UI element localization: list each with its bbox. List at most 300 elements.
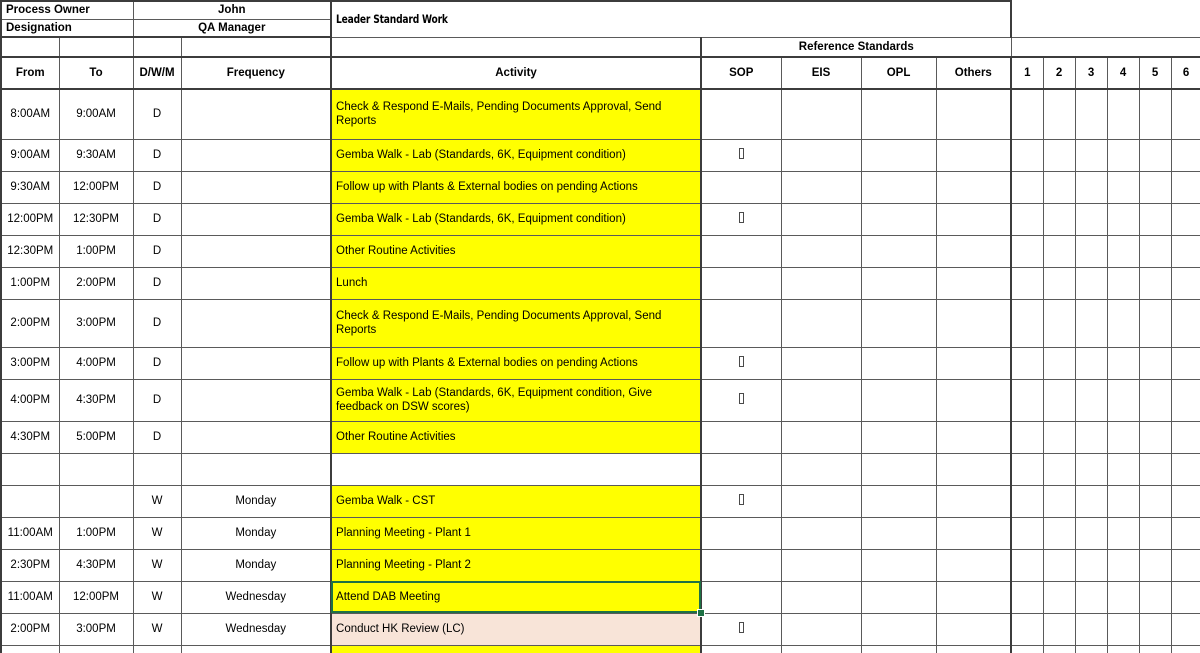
cell-num-5[interactable] xyxy=(1139,517,1171,549)
cell-num-2[interactable] xyxy=(1043,89,1075,139)
cell-num-3[interactable] xyxy=(1075,299,1107,347)
cell-sop[interactable] xyxy=(701,517,781,549)
cell-num-4[interactable] xyxy=(1107,517,1139,549)
cell-others[interactable] xyxy=(936,613,1011,645)
cell-eis[interactable] xyxy=(781,139,861,171)
cell-num-1[interactable] xyxy=(1011,267,1043,299)
cell-dwm[interactable]: D xyxy=(133,347,181,379)
cell-others[interactable] xyxy=(936,581,1011,613)
cell-num-5[interactable] xyxy=(1139,235,1171,267)
cell-num-1[interactable] xyxy=(1011,379,1043,421)
cell-activity[interactable]: Follow up with Plants & External bodies on pending Actions xyxy=(331,347,701,379)
cell-eis[interactable] xyxy=(781,485,861,517)
cell-sop[interactable] xyxy=(701,613,781,645)
cell-num-4[interactable] xyxy=(1107,203,1139,235)
cell-num-4[interactable] xyxy=(1107,645,1139,653)
fill-handle[interactable] xyxy=(697,609,705,617)
cell-from[interactable]: 8:00AM xyxy=(1,89,59,139)
cell-num-4[interactable] xyxy=(1107,485,1139,517)
cell-activity[interactable]: Gemba Walk - Lab (Standards, 6K, Equipment condition) xyxy=(331,139,701,171)
column-header-others[interactable]: Others xyxy=(936,57,1011,89)
cell-dwm[interactable]: D xyxy=(133,171,181,203)
cell-eis[interactable] xyxy=(781,267,861,299)
column-header-eis[interactable]: EIS xyxy=(781,57,861,89)
cell-num-2[interactable] xyxy=(1043,139,1075,171)
cell-activity[interactable]: Check & Respond E-Mails, Pending Documents Approval, Send Reports xyxy=(331,299,701,347)
cell-from[interactable]: 11:00AM xyxy=(1,517,59,549)
cell-num-6[interactable] xyxy=(1171,379,1200,421)
cell-others[interactable] xyxy=(936,299,1011,347)
cell-dwm[interactable]: W xyxy=(133,581,181,613)
missing-glyph-box-icon xyxy=(739,494,744,505)
cell-to[interactable]: 4:30PM xyxy=(59,549,133,581)
cell-num-1[interactable] xyxy=(1011,299,1043,347)
cell-opl[interactable] xyxy=(861,171,936,203)
cell-num-5[interactable] xyxy=(1139,453,1171,485)
document-title xyxy=(331,1,1011,37)
cell-opl[interactable] xyxy=(861,379,936,421)
cell-from[interactable]: 2:30PM xyxy=(1,549,59,581)
cell-eis[interactable] xyxy=(781,299,861,347)
cell-sop[interactable] xyxy=(701,267,781,299)
cell-num-2[interactable] xyxy=(1043,453,1075,485)
cell-from[interactable]: 2:00PM xyxy=(1,299,59,347)
cell-num-6[interactable] xyxy=(1171,89,1200,139)
column-header-from[interactable]: From xyxy=(1,57,59,89)
column-header-activity[interactable]: Activity xyxy=(331,57,701,89)
cell-eis[interactable] xyxy=(781,453,861,485)
cell-num-6[interactable] xyxy=(1171,581,1200,613)
cell-opl[interactable] xyxy=(861,453,936,485)
cell-activity[interactable]: Attend DAB Meeting xyxy=(331,581,701,613)
cell-to[interactable]: 1:00PM xyxy=(59,235,133,267)
cell-others[interactable] xyxy=(936,453,1011,485)
cell-num-1[interactable] xyxy=(1011,171,1043,203)
cell-num-5[interactable] xyxy=(1139,379,1171,421)
column-header-row xyxy=(1,57,1200,89)
missing-glyph-box-icon xyxy=(739,212,744,223)
cell-others[interactable] xyxy=(936,347,1011,379)
cell-num-5[interactable] xyxy=(1139,549,1171,581)
cell-others[interactable] xyxy=(936,549,1011,581)
cell-frequency[interactable] xyxy=(181,89,331,139)
cell-num-6[interactable] xyxy=(1171,613,1200,645)
cell-frequency[interactable] xyxy=(181,171,331,203)
cell-from[interactable] xyxy=(1,453,59,485)
column-header-opl[interactable]: OPL xyxy=(861,57,936,89)
cell-frequency[interactable]: Monday xyxy=(181,549,331,581)
table-row xyxy=(1,139,1200,171)
cell-others[interactable] xyxy=(936,235,1011,267)
cell-to[interactable]: 9:00AM xyxy=(59,89,133,139)
cell-num-6[interactable] xyxy=(1171,549,1200,581)
cell-frequency[interactable] xyxy=(181,267,331,299)
column-header-4[interactable]: 4 xyxy=(1107,57,1139,89)
cell-num-5[interactable] xyxy=(1139,171,1171,203)
cell-frequency[interactable]: Wednesday xyxy=(181,581,331,613)
cell-num-2[interactable] xyxy=(1043,203,1075,235)
cell-num-1[interactable] xyxy=(1011,139,1043,171)
column-header-to[interactable]: To xyxy=(59,57,133,89)
cell-num-3[interactable] xyxy=(1075,645,1107,653)
cell-frequency[interactable] xyxy=(181,347,331,379)
reference-standards-group-header: Reference Standards xyxy=(701,37,1011,57)
cell-num-3[interactable] xyxy=(1075,453,1107,485)
cell-to[interactable]: 4:30PM xyxy=(59,379,133,421)
cell-eis[interactable] xyxy=(781,549,861,581)
cell-from[interactable]: 11:00AM xyxy=(1,581,59,613)
cell-from[interactable] xyxy=(1,485,59,517)
cell-num-4[interactable] xyxy=(1107,267,1139,299)
cell-dwm[interactable]: W xyxy=(133,485,181,517)
cell-frequency[interactable] xyxy=(181,453,331,485)
column-header-sop[interactable]: SOP xyxy=(701,57,781,89)
cell-others[interactable] xyxy=(936,517,1011,549)
cell-num-5[interactable] xyxy=(1139,347,1171,379)
cell-activity[interactable]: Other Routine Activities xyxy=(331,235,701,267)
table-row xyxy=(1,581,1200,613)
cell-others[interactable] xyxy=(936,485,1011,517)
column-header-5[interactable]: 5 xyxy=(1139,57,1171,89)
cell-num-4[interactable] xyxy=(1107,139,1139,171)
cell-num-4[interactable] xyxy=(1107,235,1139,267)
table-row xyxy=(1,613,1200,645)
cell-activity[interactable]: Lunch xyxy=(331,267,701,299)
cell-from[interactable]: 9:30AM xyxy=(1,171,59,203)
cell-dwm[interactable]: D xyxy=(133,139,181,171)
designation-row-spacer xyxy=(1011,19,1200,37)
cell-sop[interactable] xyxy=(701,235,781,267)
cell-num-6[interactable] xyxy=(1171,421,1200,453)
cell-num-6[interactable] xyxy=(1171,203,1200,235)
cell-opl[interactable] xyxy=(861,139,936,171)
cell-num-3[interactable] xyxy=(1075,581,1107,613)
cell-num-2[interactable] xyxy=(1043,347,1075,379)
cell-num-6[interactable] xyxy=(1171,171,1200,203)
cell-activity[interactable]: Check & Respond E-Mails, Pending Documents Approval, Send Reports xyxy=(331,89,701,139)
cell-others[interactable] xyxy=(936,379,1011,421)
cell-opl[interactable] xyxy=(861,299,936,347)
cell-num-6[interactable] xyxy=(1171,485,1200,517)
cell-num-5[interactable] xyxy=(1139,267,1171,299)
cell-activity[interactable] xyxy=(331,453,701,485)
cell-num-4[interactable] xyxy=(1107,299,1139,347)
cell-dwm[interactable] xyxy=(133,645,181,653)
cell-num-2[interactable] xyxy=(1043,645,1075,653)
cell-num-4[interactable] xyxy=(1107,613,1139,645)
cell-eis[interactable] xyxy=(781,89,861,139)
cell-num-1[interactable] xyxy=(1011,235,1043,267)
cell-num-3[interactable] xyxy=(1075,549,1107,581)
cell-sop[interactable] xyxy=(701,171,781,203)
cell-from[interactable]: 4:00PM xyxy=(1,379,59,421)
cell-eis[interactable] xyxy=(781,421,861,453)
cell-frequency[interactable]: Monday xyxy=(181,517,331,549)
cell-num-3[interactable] xyxy=(1075,379,1107,421)
column-header-6[interactable]: 6 xyxy=(1171,57,1200,89)
cell-from[interactable]: 2:00PM xyxy=(1,613,59,645)
cell-num-4[interactable] xyxy=(1107,89,1139,139)
cell-from[interactable]: 12:30PM xyxy=(1,235,59,267)
cell-opl[interactable] xyxy=(861,347,936,379)
cell-eis[interactable] xyxy=(781,347,861,379)
missing-glyph-box-icon xyxy=(739,393,744,404)
cell-num-3[interactable] xyxy=(1075,267,1107,299)
cell-num-3[interactable] xyxy=(1075,517,1107,549)
cell-num-1[interactable] xyxy=(1011,89,1043,139)
cell-to[interactable] xyxy=(59,453,133,485)
cell-frequency[interactable] xyxy=(181,299,331,347)
cell-num-2[interactable] xyxy=(1043,613,1075,645)
table-row xyxy=(1,379,1200,421)
cell-activity[interactable]: Gemba Walk - Lab (Standards, 6K, Equipment condition) xyxy=(331,203,701,235)
spacer-to xyxy=(59,37,133,57)
cell-sop[interactable] xyxy=(701,379,781,421)
cell-dwm[interactable]: D xyxy=(133,203,181,235)
cell-from[interactable]: 12:00PM xyxy=(1,203,59,235)
cell-num-1[interactable] xyxy=(1011,203,1043,235)
cell-opl[interactable] xyxy=(861,645,936,653)
cell-num-2[interactable] xyxy=(1043,421,1075,453)
cell-num-6[interactable] xyxy=(1171,299,1200,347)
cell-sop[interactable] xyxy=(701,203,781,235)
cell-dwm[interactable]: D xyxy=(133,421,181,453)
cell-opl[interactable] xyxy=(861,581,936,613)
cell-to[interactable] xyxy=(59,485,133,517)
designation-label: Designation xyxy=(1,19,133,37)
table-row xyxy=(1,485,1200,517)
column-header-2[interactable]: 2 xyxy=(1043,57,1075,89)
cell-num-4[interactable] xyxy=(1107,347,1139,379)
cell-eis[interactable] xyxy=(781,613,861,645)
cell-sop[interactable] xyxy=(701,89,781,139)
cell-to[interactable]: 3:00PM xyxy=(59,613,133,645)
cell-num-3[interactable] xyxy=(1075,171,1107,203)
cell-to[interactable]: 12:30PM xyxy=(59,203,133,235)
cell-frequency[interactable]: Wednesday xyxy=(181,613,331,645)
cell-num-6[interactable] xyxy=(1171,235,1200,267)
cell-dwm[interactable]: W xyxy=(133,613,181,645)
cell-dwm[interactable]: D xyxy=(133,235,181,267)
cell-opl[interactable] xyxy=(861,267,936,299)
cell-num-1[interactable] xyxy=(1011,485,1043,517)
cell-num-1[interactable] xyxy=(1011,421,1043,453)
cell-activity[interactable]: Follow up with Plants & External bodies on pending Actions xyxy=(331,171,701,203)
cell-sop[interactable] xyxy=(701,549,781,581)
cell-num-4[interactable] xyxy=(1107,581,1139,613)
cell-num-3[interactable] xyxy=(1075,613,1107,645)
cell-num-1[interactable] xyxy=(1011,549,1043,581)
cell-others[interactable] xyxy=(936,645,1011,653)
cell-frequency[interactable] xyxy=(181,203,331,235)
cell-num-6[interactable] xyxy=(1171,645,1200,653)
cell-num-2[interactable] xyxy=(1043,517,1075,549)
cell-num-2[interactable] xyxy=(1043,171,1075,203)
cell-num-5[interactable] xyxy=(1139,421,1171,453)
cell-frequency[interactable] xyxy=(181,235,331,267)
cell-sop[interactable] xyxy=(701,347,781,379)
cell-num-1[interactable] xyxy=(1011,645,1043,653)
cell-num-5[interactable] xyxy=(1139,613,1171,645)
cell-num-3[interactable] xyxy=(1075,203,1107,235)
spacer-dwm xyxy=(133,37,181,57)
cell-num-6[interactable] xyxy=(1171,453,1200,485)
cell-from[interactable]: 1:00PM xyxy=(1,267,59,299)
cell-opl[interactable] xyxy=(861,485,936,517)
cell-num-2[interactable] xyxy=(1043,549,1075,581)
cell-num-6[interactable] xyxy=(1171,347,1200,379)
cell-num-2[interactable] xyxy=(1043,485,1075,517)
table-row xyxy=(1,235,1200,267)
cell-num-3[interactable] xyxy=(1075,139,1107,171)
cell-num-5[interactable] xyxy=(1139,645,1171,653)
cell-from[interactable]: 3:00PM xyxy=(1,347,59,379)
process-owner-value: John xyxy=(133,1,331,19)
cell-activity[interactable] xyxy=(331,645,701,653)
cell-others[interactable] xyxy=(936,171,1011,203)
cell-frequency[interactable]: Monday xyxy=(181,485,331,517)
cell-opl[interactable] xyxy=(861,89,936,139)
cell-sop[interactable] xyxy=(701,421,781,453)
cell-to[interactable] xyxy=(59,645,133,653)
table-row xyxy=(1,89,1200,139)
cell-to[interactable]: 3:00PM xyxy=(59,299,133,347)
cell-from[interactable]: 4:30PM xyxy=(1,421,59,453)
cell-num-3[interactable] xyxy=(1075,347,1107,379)
cell-sop[interactable] xyxy=(701,139,781,171)
spacer-numbers xyxy=(1011,37,1200,57)
cell-to[interactable]: 9:30AM xyxy=(59,139,133,171)
cell-num-1[interactable] xyxy=(1011,581,1043,613)
cell-frequency[interactable] xyxy=(181,139,331,171)
cell-activity[interactable]: Planning Meeting - Plant 2 xyxy=(331,549,701,581)
column-header-3[interactable]: 3 xyxy=(1075,57,1107,89)
column-header-dwm[interactable]: D/W/M xyxy=(133,57,181,89)
cell-activity[interactable]: Other Routine Activities xyxy=(331,421,701,453)
designation-value: QA Manager xyxy=(133,19,331,37)
cell-dwm[interactable]: D xyxy=(133,299,181,347)
cell-num-5[interactable] xyxy=(1139,139,1171,171)
cell-dwm[interactable]: W xyxy=(133,517,181,549)
cell-num-3[interactable] xyxy=(1075,485,1107,517)
cell-to[interactable]: 12:00PM xyxy=(59,171,133,203)
cell-eis[interactable] xyxy=(781,581,861,613)
cell-num-3[interactable] xyxy=(1075,235,1107,267)
cell-num-4[interactable] xyxy=(1107,379,1139,421)
cell-opl[interactable] xyxy=(861,421,936,453)
cell-activity[interactable]: Gemba Walk - CST xyxy=(331,485,701,517)
cell-num-1[interactable] xyxy=(1011,453,1043,485)
cell-frequency[interactable] xyxy=(181,645,331,653)
cell-num-6[interactable] xyxy=(1171,267,1200,299)
cell-from[interactable] xyxy=(1,645,59,653)
cell-dwm[interactable] xyxy=(133,453,181,485)
cell-eis[interactable] xyxy=(781,645,861,653)
table-row xyxy=(1,549,1200,581)
table-row xyxy=(1,347,1200,379)
cell-num-2[interactable] xyxy=(1043,235,1075,267)
cell-opl[interactable] xyxy=(861,235,936,267)
spacer-from xyxy=(1,37,59,57)
cell-eis[interactable] xyxy=(781,517,861,549)
cell-eis[interactable] xyxy=(781,171,861,203)
cell-to[interactable]: 2:00PM xyxy=(59,267,133,299)
cell-num-4[interactable] xyxy=(1107,171,1139,203)
column-header-1[interactable]: 1 xyxy=(1011,57,1043,89)
cell-num-4[interactable] xyxy=(1107,453,1139,485)
cell-eis[interactable] xyxy=(781,379,861,421)
cell-others[interactable] xyxy=(936,203,1011,235)
cell-dwm[interactable]: D xyxy=(133,267,181,299)
cell-num-1[interactable] xyxy=(1011,613,1043,645)
cell-num-5[interactable] xyxy=(1139,299,1171,347)
cell-activity[interactable]: Conduct HK Review (LC) xyxy=(331,613,701,645)
cell-to[interactable]: 5:00PM xyxy=(59,421,133,453)
cell-sop[interactable] xyxy=(701,453,781,485)
cell-activity[interactable]: Gemba Walk - Lab (Standards, 6K, Equipment condition, Give feedback on DSW scores) xyxy=(331,379,701,421)
cell-num-4[interactable] xyxy=(1107,421,1139,453)
cell-num-2[interactable] xyxy=(1043,267,1075,299)
cell-sop[interactable] xyxy=(701,645,781,653)
cell-num-6[interactable] xyxy=(1171,517,1200,549)
column-header-frequency[interactable]: Frequency xyxy=(181,57,331,89)
cell-opl[interactable] xyxy=(861,517,936,549)
cell-activity[interactable]: Planning Meeting - Plant 1 xyxy=(331,517,701,549)
cell-to[interactable]: 1:00PM xyxy=(59,517,133,549)
cell-opl[interactable] xyxy=(861,613,936,645)
cell-num-5[interactable] xyxy=(1139,203,1171,235)
cell-num-2[interactable] xyxy=(1043,581,1075,613)
cell-sop[interactable] xyxy=(701,485,781,517)
cell-num-1[interactable] xyxy=(1011,347,1043,379)
cell-others[interactable] xyxy=(936,267,1011,299)
cell-num-3[interactable] xyxy=(1075,89,1107,139)
cell-num-4[interactable] xyxy=(1107,549,1139,581)
cell-num-6[interactable] xyxy=(1171,139,1200,171)
table-row xyxy=(1,421,1200,453)
cell-num-2[interactable] xyxy=(1043,299,1075,347)
cell-others[interactable] xyxy=(936,89,1011,139)
cell-dwm[interactable]: D xyxy=(133,89,181,139)
missing-glyph-box-icon xyxy=(739,148,744,159)
table-row xyxy=(1,453,1200,485)
cell-num-2[interactable] xyxy=(1043,379,1075,421)
cell-eis[interactable] xyxy=(781,235,861,267)
cell-frequency[interactable] xyxy=(181,379,331,421)
cell-num-5[interactable] xyxy=(1139,89,1171,139)
cell-opl[interactable] xyxy=(861,549,936,581)
cell-to[interactable]: 4:00PM xyxy=(59,347,133,379)
cell-sop[interactable] xyxy=(701,581,781,613)
cell-from[interactable]: 9:00AM xyxy=(1,139,59,171)
table-row xyxy=(1,645,1200,653)
cell-to[interactable]: 12:00PM xyxy=(59,581,133,613)
cell-frequency[interactable] xyxy=(181,421,331,453)
cell-eis[interactable] xyxy=(781,203,861,235)
table-row xyxy=(1,203,1200,235)
cell-num-1[interactable] xyxy=(1011,517,1043,549)
cell-opl[interactable] xyxy=(861,203,936,235)
cell-num-3[interactable] xyxy=(1075,421,1107,453)
cell-num-5[interactable] xyxy=(1139,581,1171,613)
cell-dwm[interactable]: W xyxy=(133,549,181,581)
cell-dwm[interactable]: D xyxy=(133,379,181,421)
spacer-activity xyxy=(331,37,701,57)
cell-sop[interactable] xyxy=(701,299,781,347)
cell-num-5[interactable] xyxy=(1139,485,1171,517)
cell-others[interactable] xyxy=(936,139,1011,171)
cell-others[interactable] xyxy=(936,421,1011,453)
